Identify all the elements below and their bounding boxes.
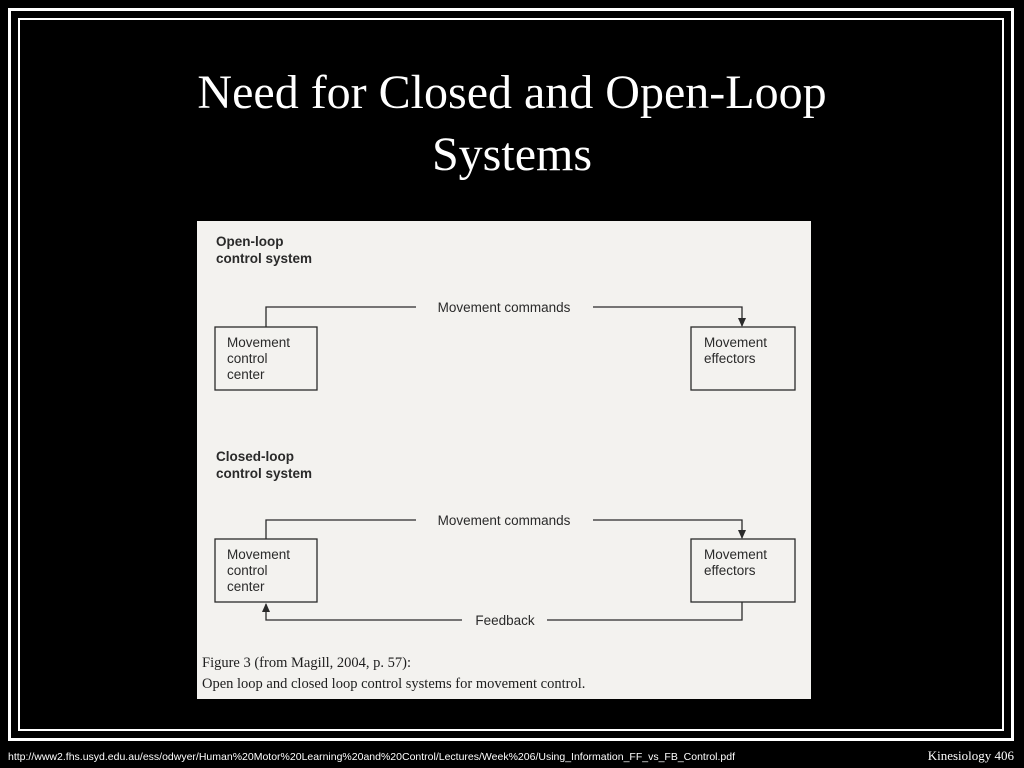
open-loop-heading-line-1: Open-loop bbox=[216, 234, 284, 249]
feedback-label: Feedback bbox=[475, 613, 535, 628]
open-loop-command-arrow bbox=[593, 307, 742, 326]
closed-loop-control-center-line-1: Movement bbox=[227, 547, 291, 562]
open-loop-control-center-line-3: center bbox=[227, 367, 265, 382]
figure-caption-line-2: Open loop and closed loop control systems for movement control. bbox=[202, 676, 586, 692]
feedback-arrow bbox=[266, 604, 462, 620]
closed-loop-control-center-line-3: center bbox=[227, 579, 265, 594]
open-loop-effectors-line-2: effectors bbox=[704, 351, 756, 366]
closed-loop-heading-line-1: Closed-loop bbox=[216, 449, 294, 464]
figure-caption-line-1: Figure 3 (from Magill, 2004, p. 57): bbox=[202, 655, 412, 671]
closed-loop-command-line-left bbox=[266, 520, 416, 539]
open-loop-control-center-line-2: control bbox=[227, 351, 268, 366]
loop-diagram bbox=[197, 221, 811, 699]
slide-title bbox=[60, 62, 964, 186]
source-url: http://www2.fhs.usyd.edu.au/ess/odwyer/Human%20Motor%20Learning%20and%20Control/Lectures/Week%206/Using_Information_FF_vs_FB_Control.pdf bbox=[8, 751, 736, 763]
open-loop-control-center-line-1: Movement bbox=[227, 335, 291, 350]
title-line-1: Need for Closed and Open-Loop bbox=[197, 66, 827, 119]
open-loop-effectors-line-1: Movement bbox=[704, 335, 768, 350]
open-loop-command-label: Movement commands bbox=[437, 300, 571, 315]
loop-diagram-figure bbox=[197, 221, 811, 699]
title-line-2: Systems bbox=[431, 128, 593, 181]
open-loop-command-line-left bbox=[266, 307, 416, 327]
closed-loop-command-label: Movement commands bbox=[437, 513, 571, 528]
open-loop-heading-line-2: control system bbox=[216, 251, 313, 266]
feedback-line-right bbox=[547, 602, 742, 620]
closed-loop-heading-line-2: control system bbox=[216, 466, 313, 481]
closed-loop-effectors-line-2: effectors bbox=[704, 563, 756, 578]
closed-loop-command-arrow bbox=[593, 520, 742, 538]
closed-loop-control-center-line-2: control bbox=[227, 563, 268, 578]
closed-loop-effectors-line-1: Movement bbox=[704, 547, 768, 562]
course-label: Kinesiology 406 bbox=[927, 748, 1014, 763]
